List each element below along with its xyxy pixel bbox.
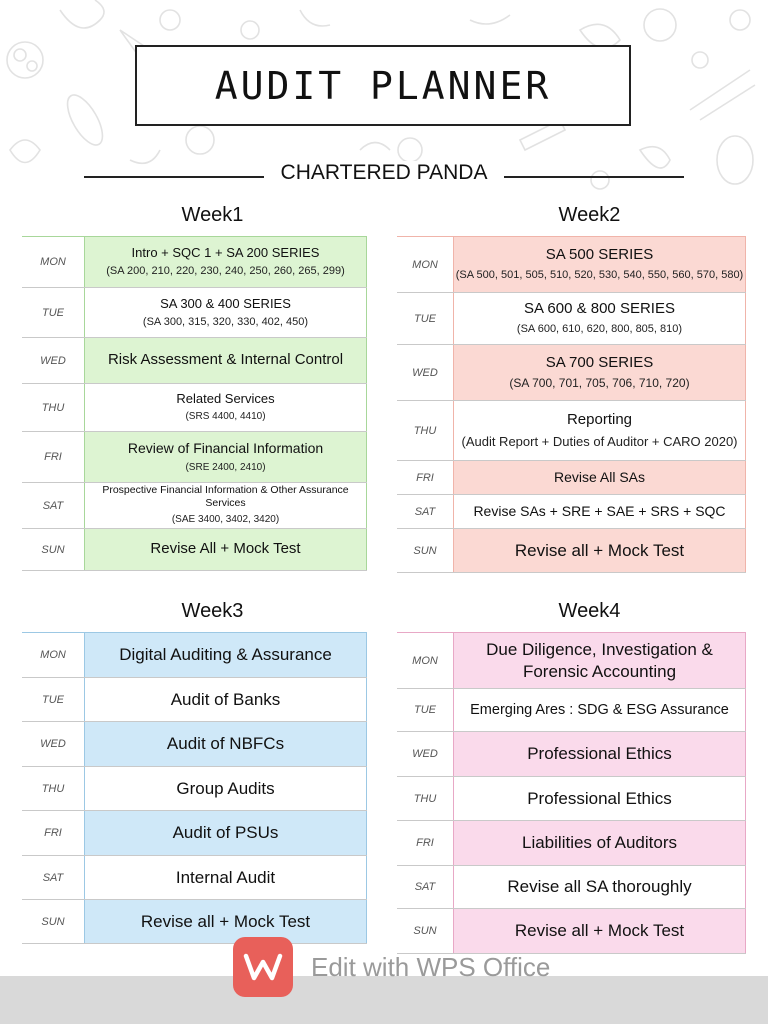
day-label: WED	[40, 738, 66, 750]
day-label: SAT	[42, 871, 64, 884]
week3-fri-cell	[84, 811, 367, 855]
topic: SA 500 SERIES	[545, 246, 654, 264]
topic: Revise all SA thoroughly	[507, 877, 692, 897]
topic: Group Audits	[176, 778, 275, 798]
topic: Audit of Banks	[170, 689, 281, 709]
day-label: THU	[413, 792, 437, 805]
week2-mon-cell	[453, 237, 746, 292]
week2-row-tue	[397, 293, 746, 345]
week4-fri-cell	[453, 821, 746, 865]
page-title: AUDIT PLANNER	[214, 63, 552, 108]
week3-mon-cell	[84, 633, 367, 677]
topic-detail: (SA 600, 610, 620, 800, 805, 810)	[516, 323, 683, 335]
week3-tue-cell	[84, 678, 367, 721]
week1-title: Week1	[181, 204, 244, 226]
week2-table	[397, 236, 746, 573]
day-label: SUN	[413, 925, 437, 937]
topic: Internal Audit	[175, 867, 276, 887]
week2-row-sat	[397, 495, 746, 529]
day-label: SUN	[41, 543, 65, 556]
week4-table	[397, 632, 746, 954]
topic: Audit of PSUs	[172, 823, 279, 843]
day-label: MON	[40, 649, 66, 661]
topic: Intro + SQC 1 + SA 200 SERIES	[131, 245, 320, 260]
topic: Revise All SAs	[553, 468, 646, 485]
week4-row-mon	[397, 633, 746, 689]
week3-sat-cell	[84, 856, 367, 899]
day-label: FRI	[416, 471, 434, 484]
week2-sun-cell	[453, 529, 746, 572]
topic: Prospective Financial Information & Other Assurance Services	[102, 484, 349, 510]
topic-detail: (Audit Report + Duties of Auditor + CARO 2020)	[461, 433, 738, 449]
wps-logo-icon[interactable]	[233, 937, 293, 997]
week2-fri-cell	[453, 461, 746, 494]
week2-row-sun	[397, 529, 746, 573]
day-label: THU	[41, 401, 65, 414]
week1-table	[22, 236, 367, 571]
week4-row-tue	[397, 689, 746, 732]
week1-row-sun	[22, 529, 367, 571]
week2-row-mon	[397, 237, 746, 293]
footer-bar	[0, 976, 768, 1024]
week2-row-thu	[397, 401, 746, 461]
week4-title: Week4	[558, 600, 621, 622]
topic: Revise all + Mock Test	[514, 921, 685, 941]
week3-row-wed	[22, 722, 367, 767]
day-label: TUE	[414, 704, 436, 716]
topic: SA 600 & 800 SERIES	[524, 300, 675, 318]
topic-detail: (SA 700, 701, 705, 706, 710, 720)	[509, 376, 690, 391]
topic: Revise all + Mock Test	[514, 540, 685, 560]
week4-mon-cell	[453, 633, 746, 688]
day-label: THU	[413, 424, 437, 437]
day-label: TUE	[414, 312, 436, 325]
week1-row-thu	[22, 384, 367, 432]
topic-detail: (SA 500, 501, 505, 510, 520, 530, 540, 550, 560, 570, 580)	[455, 269, 744, 281]
topic: Reporting	[566, 411, 633, 428]
day-label: SAT	[414, 881, 436, 893]
day-label: WED	[40, 354, 66, 367]
week3-row-sun	[22, 900, 367, 944]
wps-edit-link[interactable]: Edit with WPS Office	[311, 952, 551, 982]
week1-row-mon	[22, 237, 367, 288]
topic: Emerging Ares : SDG & ESG Assurance	[470, 701, 729, 718]
week4-row-fri	[397, 821, 746, 866]
week4-row-wed	[397, 732, 746, 777]
week3-row-mon	[22, 633, 367, 678]
topic: SA 700 SERIES	[545, 353, 654, 371]
topic: Related Services	[176, 391, 275, 407]
topic: Professional Ethics	[527, 788, 672, 808]
day-label: SAT	[414, 505, 436, 518]
week1-mon-cell	[84, 237, 367, 287]
week1-row-sat	[22, 483, 367, 529]
week1-fri-cell	[84, 432, 367, 482]
day-label: SUN	[413, 544, 437, 557]
subtitle-rule-left	[84, 176, 264, 178]
day-label: FRI	[416, 837, 434, 849]
week2-row-wed	[397, 345, 746, 401]
week1-sun-cell	[84, 529, 367, 570]
week1-tue-cell	[84, 288, 367, 337]
topic: Review of Financial Information	[127, 440, 324, 456]
topic-detail: (SRE 2400, 2410)	[185, 461, 266, 473]
day-label: SAT	[42, 499, 64, 512]
topic-detail: (SAE 3400, 3402, 3420)	[171, 514, 280, 526]
topic: Professional Ethics	[527, 744, 672, 764]
week4-wed-cell	[453, 732, 746, 776]
week3-row-thu	[22, 767, 367, 811]
week4-row-sat	[397, 866, 746, 909]
week3-row-fri	[22, 811, 367, 856]
topic: Due Diligence, Investigation & Forensic Accounting	[486, 640, 713, 681]
day-label: FRI	[44, 827, 62, 839]
day-label: TUE	[42, 306, 64, 319]
day-label: SUN	[41, 915, 65, 928]
topic: Digital Auditing & Assurance	[119, 645, 332, 665]
day-label: MON	[412, 654, 438, 667]
week3-wed-cell	[84, 722, 367, 766]
topic: Revise all + Mock Test	[140, 911, 311, 931]
week1-row-fri	[22, 432, 367, 483]
day-label: FRI	[44, 451, 62, 463]
topic: Liabilities of Auditors	[522, 833, 677, 853]
week2-thu-cell	[453, 401, 746, 460]
week4-row-sun	[397, 909, 746, 954]
topic: Risk Assessment & Internal Control	[107, 351, 344, 369]
topic-detail: (SA 300, 315, 320, 330, 402, 450)	[142, 315, 309, 328]
week2-row-fri	[397, 461, 746, 495]
week3-row-sat	[22, 856, 367, 900]
day-label: TUE	[42, 693, 64, 706]
week4-thu-cell	[453, 777, 746, 820]
week4-sun-cell	[453, 909, 746, 953]
week1-row-wed	[22, 338, 367, 384]
week3-thu-cell	[84, 767, 367, 810]
week3-title: Week3	[181, 600, 244, 622]
title-box	[135, 45, 631, 126]
week4-tue-cell	[453, 689, 746, 731]
week1-sat-cell	[84, 483, 367, 528]
topic-detail: (SA 200, 210, 220, 230, 240, 250, 260, 265, 299)	[106, 265, 345, 278]
topic-detail: (SRS 4400, 4410)	[185, 411, 266, 423]
wps-w-glyph-icon	[243, 952, 283, 982]
subtitle-rule-right	[504, 176, 684, 178]
week1-thu-cell	[84, 384, 367, 431]
week2-wed-cell	[453, 345, 746, 400]
week3-table	[22, 632, 367, 944]
day-label: WED	[412, 366, 438, 379]
week4-row-thu	[397, 777, 746, 821]
page-subtitle: CHARTERED PANDA	[265, 161, 503, 185]
topic: Revise SAs + SRE + SAE + SRS + SQC	[473, 502, 726, 519]
week1-wed-cell	[84, 338, 367, 383]
week3-sun-cell	[84, 900, 367, 943]
day-label: MON	[412, 258, 438, 271]
topic: SA 300 & 400 SERIES	[160, 295, 291, 311]
day-label: WED	[412, 748, 438, 760]
topic: Revise All + Mock Test	[150, 540, 301, 558]
topic: Audit of NBFCs	[166, 734, 285, 754]
day-label: THU	[41, 782, 65, 795]
week1-row-tue	[22, 288, 367, 338]
week2-sat-cell	[453, 495, 746, 528]
week2-title: Week2	[558, 204, 621, 226]
day-label: MON	[40, 256, 66, 268]
week3-row-tue	[22, 678, 367, 722]
week2-tue-cell	[453, 293, 746, 344]
week4-sat-cell	[453, 866, 746, 908]
